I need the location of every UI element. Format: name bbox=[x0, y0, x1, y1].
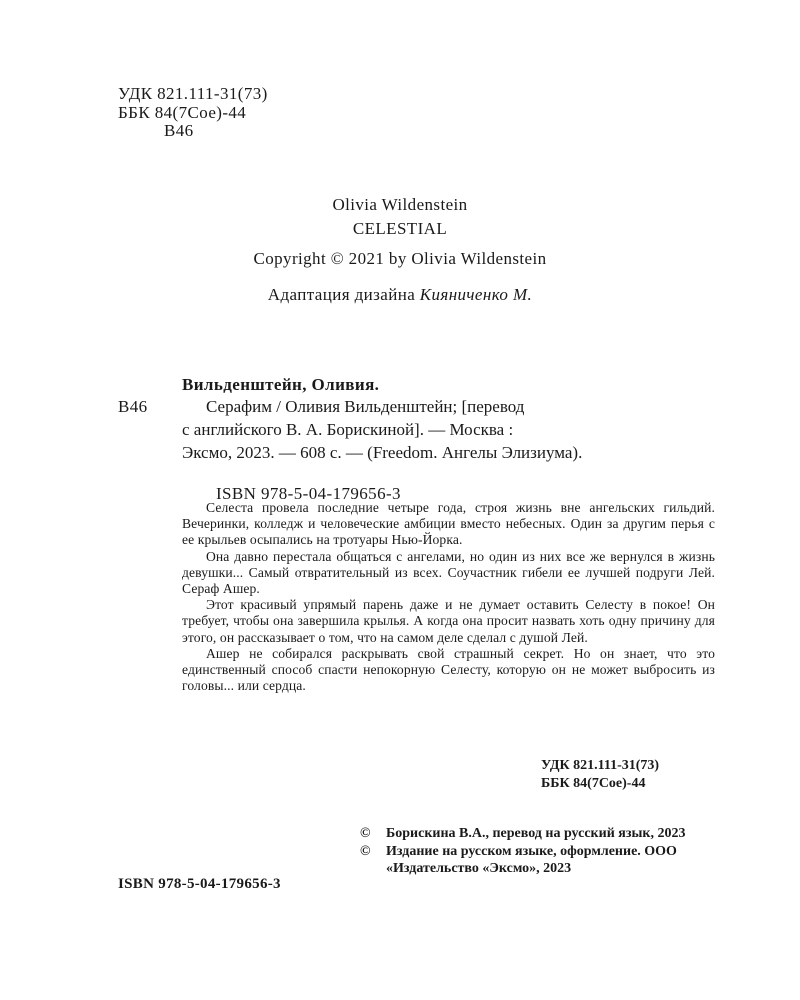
udk-code-bottom: УДК 821.111-31(73) bbox=[541, 758, 660, 773]
annotation-paragraph: Селеста провела последние четыре года, строя жизнь вне ангельских гильдий. Вечеринки, колледж и человеческие амбиции вместо небесных. Один за другим перья с ее крыльев осыпались на тротуары Нью-Йорка. bbox=[182, 500, 715, 548]
copyright-entry bbox=[360, 843, 740, 878]
annotation-paragraph: Ашер не собирался раскрывать свой страшный секрет. Но он знает, что это единственный способ спасти непокорную Селесту, которую он не может выбросить из головы... или сердца. bbox=[182, 645, 715, 694]
copyright-text: Издание на русском языке, оформление. ООО «Издательство «Эксмо», 2023 bbox=[386, 843, 677, 876]
catalog-line-1: Серафим / Оливия Вильденштейн; [перевод bbox=[206, 397, 525, 416]
design-credit-name: Кияниченко М. bbox=[419, 285, 533, 304]
catalog-isbn: ISBN 978-5-04-179656-3 bbox=[216, 484, 401, 503]
bbk-code-bottom: ББК 84(7Сое)-44 bbox=[541, 776, 646, 791]
annotation-paragraph: Этот красивый упрямый парень даже и не думает оставить Селесту в покое! Он требует, чтобы она завершила крылья. А когда она просит назвать хоть одну причину для этого, он рассказывает о том, что на самом деле сделал с душой Лей. bbox=[182, 597, 715, 645]
catalog-line-2: с английского В. А. Борискиной]. — Москва : bbox=[182, 420, 514, 439]
catalog-author-mark: В46 bbox=[118, 397, 148, 416]
design-credit-prefix: Адаптация дизайна bbox=[267, 285, 416, 304]
catalog-line-3: Эксмо, 2023. — 608 с. — (Freedom. Ангелы Элизиума). bbox=[182, 443, 583, 462]
design-credit bbox=[0, 285, 800, 305]
original-title: CELESTIAL bbox=[352, 219, 448, 238]
author-mark-top: В46 bbox=[164, 121, 194, 140]
copyright-symbol: © bbox=[360, 826, 371, 841]
bbk-code-top: ББК 84(7Сое)-44 bbox=[118, 103, 247, 122]
copyright-notices bbox=[360, 825, 740, 878]
catalog-description bbox=[182, 395, 717, 464]
catalog-heading: Вильденштейн, Оливия. bbox=[182, 375, 380, 394]
copyright-entry bbox=[360, 825, 740, 843]
annotation bbox=[182, 500, 715, 694]
copyright-symbol: © bbox=[360, 843, 371, 859]
original-copyright: Copyright © 2021 by Olivia Wildenstein bbox=[253, 249, 547, 268]
isbn-bottom: ISBN 978-5-04-179656-3 bbox=[118, 876, 281, 892]
annotation-paragraph: Она давно перестала общаться с ангелами, но один из них все же вернулся в жизнь девушки... Самый отвратительный из всех. Соучастник гибели ее лучшей подруги Лей. Сераф Ашер. bbox=[182, 548, 715, 597]
original-author: Olivia Wildenstein bbox=[332, 195, 468, 214]
copyright-text: Борискина В.А., перевод на русский язык, 2023 bbox=[386, 826, 686, 841]
udk-code-top: УДК 821.111-31(73) bbox=[118, 84, 268, 103]
